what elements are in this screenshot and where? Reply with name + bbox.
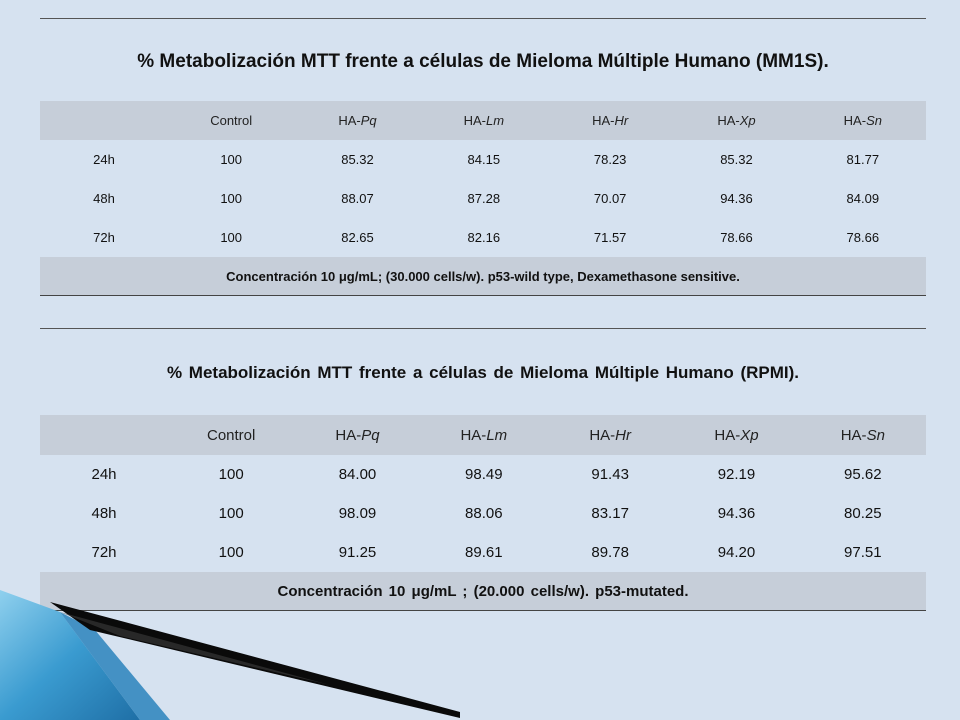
table-footer: Concentración 10 μg/mL ; (20.000 cells/w). p53-mutated. [40,572,926,611]
footer-row [40,257,926,296]
table-cell: 70.07 [593,191,627,206]
table-cell: 89.61 [465,544,503,561]
header-prefix: HA- [463,113,486,128]
table-cell: 100 [218,505,244,522]
header-cell [294,101,420,140]
header-suffix: Sn [866,113,882,128]
table-cell: 71.57 [593,230,627,245]
table-cell: 95.62 [844,466,882,483]
table-footer: Concentración 10 μg/mL; (30.000 cells/w). p53-wild type, Dexamethasone sensitive. [40,257,926,296]
header-suffix: Hr [615,426,631,444]
header-prefix: HA- [335,426,362,444]
table-row [40,533,926,572]
header-suffix: Sn [866,426,885,444]
header-prefix: HA- [592,113,615,128]
table-cell: 98.49 [465,466,503,483]
table-row [40,218,926,257]
header-prefix: Control [210,113,253,128]
header-prefix: HA- [843,113,867,128]
header-suffix: Xp [740,426,759,444]
header-cell [547,415,673,455]
header-prefix: HA- [717,113,740,128]
table-cell: 97.51 [844,544,882,561]
table-block-mm1s [40,18,926,296]
header-suffix: Hr [614,113,629,128]
table-cell: 100 [220,191,243,206]
table-cell: 82.65 [341,230,374,245]
header-row [40,415,926,455]
table-row [40,455,926,494]
table-block-rpmi [40,328,926,611]
row-label: 48h [93,191,115,206]
header-cell [168,415,294,455]
header-suffix: Lm [485,113,505,128]
header-prefix: HA- [338,113,361,128]
row-label: 48h [91,505,117,522]
header-cell [673,101,799,140]
table-row [40,179,926,218]
header-cell [168,101,294,140]
table-cell: 85.32 [720,152,753,167]
table-cell: 100 [220,230,243,245]
header-suffix: Pq [360,113,377,128]
table-cell: 100 [218,466,244,483]
table-title: % Metabolización MTT frente a células de Mieloma Múltiple Humano (RPMI). [166,363,800,382]
table-cell: 78.66 [720,230,753,245]
table-cell: 83.17 [591,505,629,522]
header-cell-empty [40,415,168,455]
table-cell: 94.36 [717,505,756,522]
header-suffix: Pq [361,426,380,444]
header-cell [800,101,926,140]
table-body [40,140,926,257]
header-prefix: Control [206,426,256,444]
table-title: % Metabolización MTT frente a células de Mieloma Múltiple Humano (MM1S). [137,51,829,72]
table-cell: 80.25 [844,505,882,522]
header-cell [800,415,926,455]
table-cell: 91.25 [338,544,377,561]
header-cell [294,415,420,455]
header-cell [421,415,547,455]
table-cell: 81.77 [846,152,880,167]
header-suffix: Xp [739,113,756,128]
row-label: 72h [91,544,117,561]
table-cell: 88.07 [341,191,374,206]
table-cell: 82.16 [467,230,501,245]
header-cell [547,101,673,140]
header-cell [673,415,799,455]
header-cell [421,101,547,140]
data-table [40,101,926,296]
table-cell: 98.09 [338,505,377,522]
table-cell: 85.32 [341,152,374,167]
table-cell: 89.78 [591,544,629,561]
header-suffix: Lm [486,426,508,444]
table-cell: 84.00 [338,466,377,483]
table-cell: 92.19 [717,466,756,483]
table-cell: 78.23 [593,152,627,167]
table-row [40,140,926,179]
table-cell: 94.20 [717,544,756,561]
table-cell: 88.06 [465,505,503,522]
decorative-arrow [0,590,460,720]
header-prefix: HA- [714,426,741,444]
table-cell: 84.15 [467,152,501,167]
row-label: 72h [93,230,115,245]
header-prefix: HA- [840,426,867,444]
table-cell: 91.43 [591,466,629,483]
header-prefix: HA- [589,426,616,444]
table-cell: 100 [220,152,243,167]
header-prefix: HA- [460,426,487,444]
header-cell-empty [40,101,168,140]
table-body [40,455,926,572]
data-table [40,415,926,611]
table-cell: 94.36 [720,191,753,206]
row-label: 24h [93,152,115,167]
table-row [40,494,926,533]
table-cell: 78.66 [846,230,880,245]
table-cell: 84.09 [846,191,880,206]
table-cell: 87.28 [467,191,501,206]
row-label: 24h [91,466,117,483]
table-cell: 100 [218,544,244,561]
header-row [40,101,926,140]
